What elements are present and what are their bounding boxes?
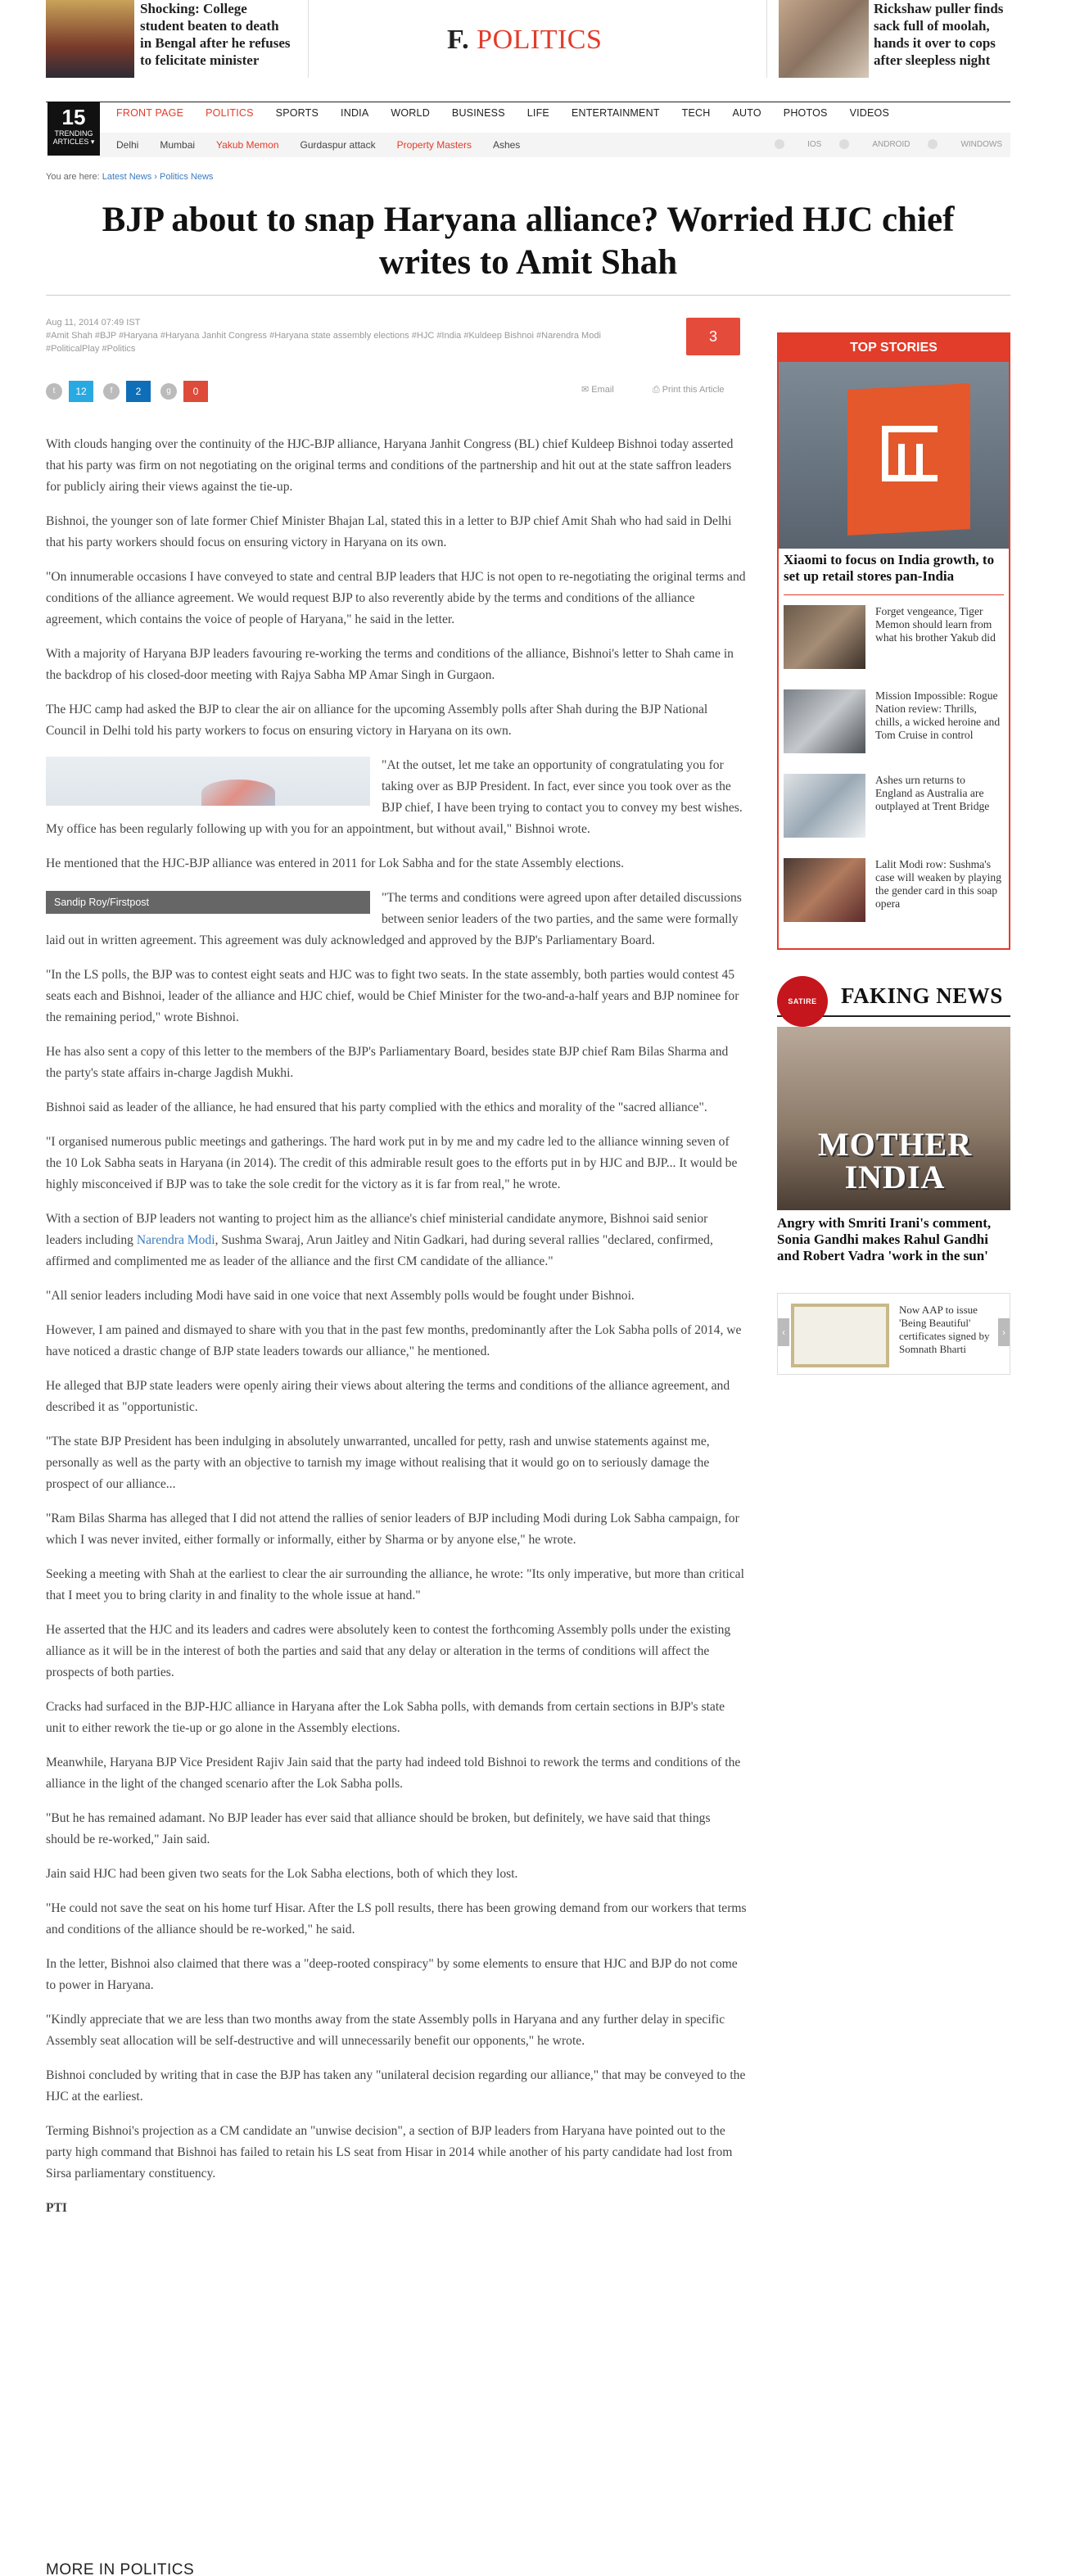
paragraph: "In the LS polls, the BJP was to contest eight seats and HJC was to fight two seats. In the state assembly, both parties would contest 45 seats each and Bishnoi, leader of the alliance and HJC chief, would be Chief Minister for the two-and-a-half years and BJP nominee for the remaining period," wrote Bishnoi. [46,968,739,1024]
paragraph-text: With a section of BJP leaders not wanting to project him as the alliance's chief ministerial candidate anymore, Bishnoi said senior leaders including [46,1212,708,1247]
nav-world[interactable]: WORLD [391,107,430,119]
paragraph: Bishnoi said as leader of the alliance, he had ensured that his party complied with the ethics and morality of the "sacred alliance". [46,1100,707,1114]
story-thumbnail[interactable] [784,605,865,669]
app-links [757,139,1002,149]
android-label: ANDROID [872,139,911,149]
breadcrumb-links[interactable]: Latest News › Politics News [102,172,214,182]
paragraph: He mentioned that the HJC-BJP alliance was entered in 2011 for Lok Sabha and for the state Assembly elections. [46,856,625,870]
more-in-politics-heading: MORE IN POLITICS [46,2561,195,2576]
nav-life[interactable]: LIFE [526,107,549,119]
divider [308,0,309,78]
story-title[interactable]: Mission Impossible: Rogue Nation review: Thrills, chills, a wicked heroine and Tom Cruise in control [875,689,1001,741]
windows-app-link[interactable] [928,139,1002,149]
subnav-delhi[interactable]: Delhi [116,139,139,151]
trending-count: 15 [61,105,86,129]
paragraph: "He could not save the seat on his home turf Hisar. After the LS poll results, there has been growing demand from our workers that terms and conditions of the alliance should be re-worked," he said. [46,1901,747,1937]
story-thumbnail[interactable] [784,689,865,753]
paragraph: "The state BJP President has been indulging in absolutely unwarranted, uncalled for petty, rash and unwise statements against me, personally as well as the party with an objective to tarnish my image without realising that it would go on to seriously damage the prospect of our alliance... [46,1435,710,1491]
promo-left-title[interactable]: Shocking: College student beaten to death in Bengal after he refuses to felicitate minister [140,1,291,68]
satire-badge: SATIRE [777,976,828,1027]
top-story-item[interactable] [779,683,1009,767]
divider [46,295,1010,296]
subnav-mumbai[interactable]: Mumbai [160,139,196,151]
ios-label: IOS [807,139,822,149]
nav-india[interactable]: INDIA [341,107,369,119]
paragraph: "But he has remained adamant. No BJP leader has ever said that alliance should be broken, but definitely, we have said that things should be re-worked," Jain said. [46,1811,711,1846]
chevron-right-icon[interactable]: › [998,1318,1010,1346]
paragraph: Bishnoi, the younger son of late former Chief Minister Bhajan Lal, stated this in a letter to BJP chief Amit Shah who had said in Delhi that his party workers should focus on ensuring victory in Haryana on its own. [46,514,732,549]
sub-navbar [100,133,1010,157]
divider [784,594,1004,595]
divider [766,0,767,78]
top-story-item[interactable] [779,767,1009,852]
paragraph: "At the outset, let me take an opportunity of congratulating you for taking over as BJP President. In fact, ever since you took over as the BJP chief, I have been trying to contact you to convey my best wishes. My office has been regularly following up with you for an appointment, but without avail," Bishnoi wrote. [46,758,743,836]
paragraph: Jain said HJC had been given two seats for the Lok Sabha elections, both of which they lost. [46,1867,518,1881]
windows-icon [928,139,938,149]
subnav-property-masters[interactable]: Property Masters [396,139,472,151]
faking-news-image[interactable] [777,1027,1010,1210]
top-story-image[interactable] [779,362,1009,549]
logo-mark: F. [447,25,470,55]
nav-politics[interactable]: POLITICS [206,107,254,119]
top-stories-widget [777,332,1010,950]
xiaomi-logo-bar [898,444,905,481]
story-title[interactable]: Forget vengeance, Tiger Memon should learn from what his brother Yakub did [875,605,996,644]
windows-label: WINDOWS [960,139,1002,149]
promo-right-image[interactable] [779,0,869,78]
nav-auto[interactable]: AUTO [732,107,761,119]
story-thumbnail[interactable] [784,858,865,922]
nav-entertainment[interactable]: ENTERTAINMENT [571,107,660,119]
promo-right[interactable] [779,0,1024,78]
logo-section: POLITICS [477,25,603,55]
photo-detail [201,780,275,806]
paragraph-text: , Sushma Swaraj, Arun Jaitley and Nitin Gadkari, had during several rallies "declared, confirmed, affirmed and complimented me as leader of the alliance and the first CM candidate of the alliance." [46,1233,713,1268]
carousel-title[interactable]: Now AAP to issue 'Being Beautiful' certificates signed by Somnath Bharti [899,1304,990,1355]
subnav-gurdaspur-attack[interactable]: Gurdaspur attack [300,139,376,151]
nav-tech[interactable]: TECH [681,107,711,119]
paragraph: He alleged that BJP state leaders were openly airing their views about altering the terms and conditions of the alliance agreement, and described it as "opportunistic. [46,1379,730,1414]
poster-text: MOTHER [817,1126,973,1163]
twitter-count: 12 [69,381,93,402]
top-story-headline[interactable]: Xiaomi to focus on India growth, to set up retail stores pan-India [784,552,995,584]
article-tools [581,384,761,395]
tag-list[interactable]: #Amit Shah #BJP #Haryana #Haryana Janhit Congress #Haryana state assembly elections #HJC #India #Kuldeep Bishnoi #Narendra Modi #PoliticalPlay #Politics [46,331,601,354]
print-label: Print this Article [662,385,725,395]
twitter-icon[interactable]: t [46,383,62,400]
story-title[interactable]: Ashes urn returns to England as Australia are outplayed at Trent Bridge [875,774,990,812]
top-banner [46,0,1010,82]
photo-caption: Sandip Roy/Firstpost [46,891,370,914]
promo-left-image[interactable] [46,0,134,78]
paragraph: "I organised numerous public meetings and gatherings. The hard work put in by me and my cadre led to the alliance winning seven of the 10 Lok Sabha seats in Haryana (in 2014). The credit of this admirable result goes to the efforts put in by HJC and BJP... It would be highly misconceived if BJP was to take the sole credit for the victory as it is far from real," he wrote. [46,1135,738,1191]
top-story-item[interactable] [779,852,1009,936]
paragraph: With clouds hanging over the continuity of the HJC-BJP alliance, Haryana Janhit Congress (BL) chief Kuldeep Bishnoi today asserted that his party was firm on not negotiating on the original terms and conditions of the partnership and hit out at the state saffron leaders for publicly airing their views against the tie-up. [46,437,734,494]
faking-news-headline[interactable]: Angry with Smriti Irani's comment, Sonia Gandhi makes Rahul Gandhi and Robert Vadra 'work in the sun' [777,1215,992,1263]
site-logo[interactable] [447,25,602,56]
android-icon [839,139,849,149]
faking-news-title[interactable]: FAKING NEWS [841,983,1003,1008]
top-stories-heading: TOP STORIES [779,334,1009,362]
comment-count-button[interactable]: 3 [686,318,740,355]
breadcrumb [46,172,213,182]
linkedin-count: 2 [126,381,151,402]
apple-icon [775,139,784,149]
promo-right-title[interactable]: Rickshaw puller finds sack full of moolah, hands it over to cops after sleepless night [874,1,1004,68]
nav-photos[interactable]: PHOTOS [783,107,828,119]
paragraph: Cracks had surfaced in the BJP-HJC alliance in Haryana after the Lok Sabha polls, with demands from certain sections in BJP's state unit to either rework the tie-up or go alone in the Assembly elections. [46,1700,725,1735]
print-link[interactable]: ⎙ Print this Article [652,385,725,395]
google-plus-icon[interactable]: g [160,383,177,400]
trending-articles-button[interactable] [47,102,100,156]
promo-left[interactable] [46,0,291,78]
story-thumbnail[interactable] [784,774,865,838]
android-app-link[interactable] [839,139,910,149]
nav-videos[interactable]: VIDEOS [849,107,889,119]
paragraph: The HJC camp had asked the BJP to clear the air on alliance for the upcoming Assembly polls after Shah during the BJP National Council in Delhi told his party workers to focus on ensuring victory in Haryana on its own. [46,703,708,738]
ios-app-link[interactable] [775,139,821,149]
narendra-modi-link[interactable]: Narendra Modi [136,1233,215,1247]
paragraph: Seeking a meeting with Shah at the earliest to clear the air surrounding the alliance, he wrote: "Its only imperative, but more than critical that I meet you to bring clarity in and finality to the whole issue at hand." [46,1567,744,1602]
story-title[interactable]: Lalit Modi row: Sushma's case will weaken by playing the gender card in this soap opera [875,858,1002,910]
faking-news-header [777,976,1010,1017]
article-meta [46,316,635,355]
article-body [46,434,747,2232]
email-label: Email [591,385,614,395]
paragraph: In the letter, Bishnoi also claimed that there was a "deep-rooted conspiracy" by some elements to ensure that HJC and BJP do not come to power in Haryana. [46,1957,738,1992]
paragraph: However, I am pained and dismayed to share with you that in the past few months, predominantly after the Lok Sabha polls of 2014, we have noticed a drastic change of BJP state leaders towards our alliance," he mentioned. [46,1323,742,1358]
article-photo [46,757,370,806]
trending-label: TRENDING ARTICLES ▾ [52,129,95,146]
share-bar [46,381,218,402]
paragraph: "All senior leaders including Modi have said in one voice that next Assembly polls would be fought under Bishnoi. [46,1289,635,1303]
carousel-thumbnail[interactable] [791,1304,889,1367]
agency-credit: PTI [46,2201,67,2215]
paragraph: "On innumerable occasions I have conveyed to state and central BJP leaders that HJC is not open to re-negotiating the original terms and conditions of the alliance agreement. We would request BJP to also reverently abide by the terms and conditions of the alliance agreement, which contains the voice of people of Haryana," he said in the letter. [46,570,746,626]
facebook-icon[interactable]: f [103,383,120,400]
nav-links [116,107,911,119]
paragraph [46,1209,747,1272]
paragraph: He has also sent a copy of this letter to the members of the BJP's Parliamentary Board, besides state BJP chief Ram Bilas Sharma and the party's state affairs in-charge Jagdish Mukhi. [46,1045,729,1080]
paragraph: Terming Bishnoi's projection as a CM candidate an "unwise decision", a section of BJP leaders from Haryana have pointed out to the party high command that Bishnoi has failed to retain his LS seat from Hisar in 2014 while another of his party candidate had lost from Sirsa parliamentary constituency. [46,2124,733,2181]
paragraph: With a majority of Haryana BJP leaders favouring re-working the terms and conditions of the alliance, Bishnoi's letter to Shah came in the backdrop of his closed-door meeting with Rajya Sabha MP Amar Singh in Gurgaon. [46,647,734,682]
breadcrumb-label: You are here: [46,172,100,182]
paragraph: He asserted that the HJC and its leaders and cadres were absolutely keen to contest the forthcoming Assembly polls under the existing alliance as it will be in the interest of both the parties and said that any delay or alteration in the terms of conditions will affect the prospects of both parties. [46,1623,731,1679]
email-link[interactable]: ✉ Email [581,385,614,395]
nav-business[interactable]: BUSINESS [451,107,505,119]
publish-date: Aug 11, 2014 07:49 IST [46,318,141,328]
paragraph: Bishnoi concluded by writing that in case the BJP has taken any "unilateral decision regarding our alliance," that may be conveyed to the HJC at the earliest. [46,2068,746,2104]
paragraph: "Ram Bilas Sharma has alleged that I did not attend the rallies of senior leaders of BJP including Modi during Lok Sabha campaign, for which I was never invited, either formally or informally, either by Sharma or by anyone else," he wrote. [46,1512,739,1547]
page-title: BJP about to snap Haryana alliance? Worried HJC chief writes to Amit Shah [102,201,955,282]
subnav-ashes[interactable]: Ashes [492,139,521,151]
xiaomi-logo-bar [916,444,923,481]
paragraph: Meanwhile, Haryana BJP Vice President Rajiv Jain said that the party had indeed told Bishnoi to rework the terms and conditions of the alliance in the light of the changed scenario after the Lok Sabha polls. [46,1756,741,1791]
faking-news-carousel [777,1293,1010,1375]
nav-front-page[interactable]: FRONT PAGE [116,107,184,119]
paragraph: "The terms and conditions were agreed upon after detailed discussions between senior leaders of the two parties, and the same were formally laid out in written agreement. This agreement was duly acknowledged and approved by the BJP's Parliamentary Board. [46,891,742,947]
google-plus-count: 0 [183,381,208,402]
faking-news-widget [777,976,1010,1385]
paragraph: "Kindly appreciate that we are less than two months away from the state Assembly polls in Haryana and any further delay in specific Assembly seat allocation will be self-destructive and will unnecessarily benefit our opponents," he wrote. [46,2013,725,2048]
chevron-left-icon[interactable]: ‹ [778,1318,789,1346]
nav-sports[interactable]: SPORTS [275,107,319,119]
top-story-item[interactable] [779,599,1009,683]
xiaomi-logo [882,426,938,481]
subnav-yakub-memon[interactable]: Yakub Memon [216,139,279,151]
poster-text: INDIA [844,1159,946,1195]
